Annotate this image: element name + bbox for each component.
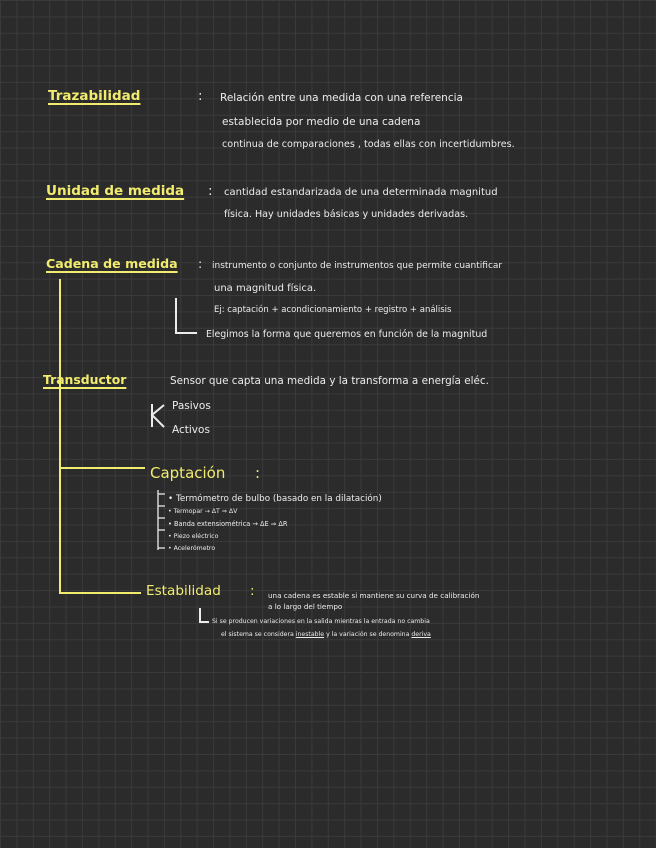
transductor-description: Sensor que capta una medida y la transforma a energía eléc. [170, 375, 489, 387]
note-prefix: el sistema se considera [221, 631, 294, 638]
colon: : [250, 583, 255, 599]
captacion-item-2: • Termopar → ΔT ⇒ ΔV [168, 508, 238, 515]
captacion-item-4: • Piezo eléctrico [168, 533, 219, 540]
captacion-item-5: • Acelerómetro [168, 545, 216, 552]
heading-estabilidad: Estabilidad [146, 583, 221, 599]
transductor-type-pasivos: Pasivos [172, 400, 211, 412]
heading-captacion: Captación [150, 464, 226, 482]
unidad-line-2: física. Hay unidades básicas y unidades derivadas. [224, 209, 469, 220]
heading-transductor: Transductor [43, 372, 127, 387]
estabilidad-note-line-1: Si se producen variaciones en la salida mientras la entrada no cambia [212, 618, 430, 625]
cadena-line-1: instrumento o conjunto de instrumentos que permite cuantificar [212, 261, 503, 271]
term-inestable: inestable [295, 631, 325, 638]
tree-branch-captacion [59, 467, 145, 469]
estabilidad-line-2: a lo largo del tiempo [268, 602, 343, 611]
transductor-type-activos: Activos [172, 424, 210, 436]
cadena-line-2: una magnitud física. [214, 283, 317, 294]
fork-arrow-icon [146, 398, 170, 432]
bracket-stem [175, 298, 177, 334]
captacion-item-1: • Termómetro de bulbo (basado en la dilatación) [168, 494, 382, 504]
colon: : [198, 256, 203, 271]
heading-trazabilidad: Trazabilidad [48, 88, 141, 104]
captacion-item-3: • Banda extensiométrica → ΔE ⇒ ΔR [168, 520, 288, 528]
note-middle: y la variación se denomina [326, 631, 410, 638]
estabilidad-line-1: una cadena es estable si mantiene su curva de calibración [268, 591, 480, 600]
heading-cadena-de-medida: Cadena de medida [46, 256, 178, 271]
term-deriva: deriva [411, 631, 431, 638]
heading-unidad-de-medida: Unidad de medida [46, 183, 185, 199]
trazabilidad-line-2: establecida por medio de una cadena [222, 116, 421, 128]
tree-branch-estabilidad [59, 592, 141, 594]
estabilidad-note-line-2 [221, 632, 431, 638]
colon: : [208, 183, 213, 199]
trazabilidad-line-1: Relación entre una medida con una referencia [220, 92, 463, 104]
trazabilidad-line-3: continua de comparaciones , todas ellas con incertidumbres. [222, 139, 515, 150]
colon: : [198, 88, 203, 104]
colon: : [255, 464, 261, 482]
cadena-example: Ej: captación + acondicionamiento + registro + análisis [214, 305, 452, 315]
cadena-note: Elegimos la forma que queremos en función de la magnitud [206, 329, 488, 340]
note-bracket-stem [199, 608, 201, 622]
unidad-line-1: cantidad estandarizada de una determinada magnitud [224, 187, 498, 198]
bracket-foot [175, 332, 197, 334]
note-bracket-foot [199, 621, 209, 623]
tree-vertical-line [59, 279, 61, 594]
